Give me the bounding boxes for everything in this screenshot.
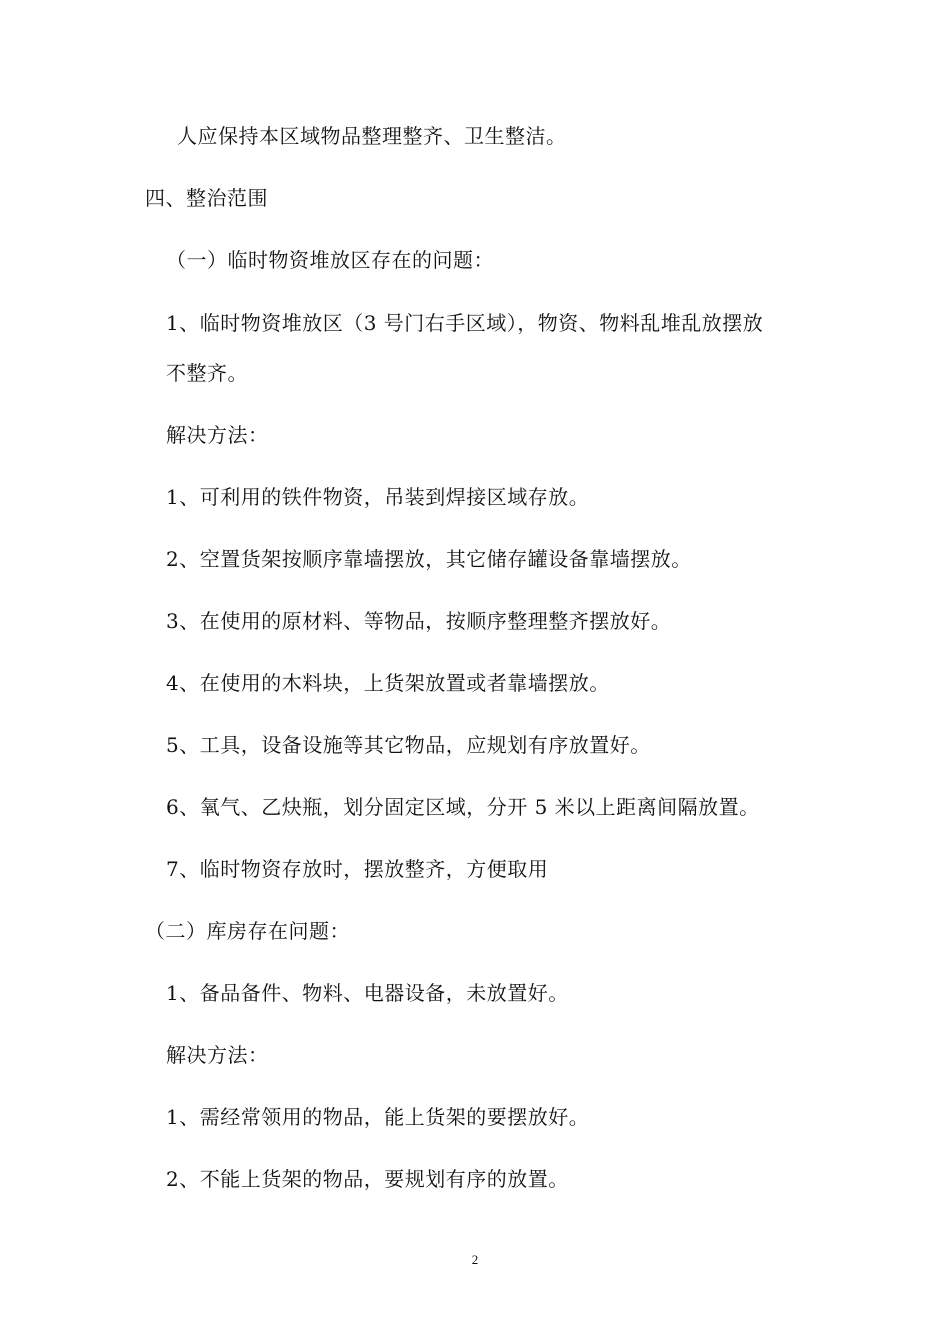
list-item: 3、在使用的原材料、等物品，按顺序整理整齐摆放好。 (166, 609, 672, 633)
subsection-heading: （一）临时物资堆放区存在的问题： (166, 248, 494, 272)
list-item: 1、备品备件、物料、电器设备，未放置好。 (166, 981, 569, 1005)
list-item: 1、需经常领用的物品，能上货架的要摆放好。 (166, 1105, 590, 1129)
list-item: 1、可利用的铁件物资，吊装到焊接区域存放。 (166, 485, 590, 509)
list-item: 2、空置货架按顺序靠墙摆放，其它储存罐设备靠墙摆放。 (166, 547, 692, 571)
text-line: 解决方法： (166, 423, 269, 447)
list-item: 4、在使用的木料块，上货架放置或者靠墙摆放。 (166, 671, 610, 695)
text-line: 人应保持本区域物品整理整齐、卫生整洁。 (177, 124, 567, 148)
subsection-heading: （二）库房存在问题： (145, 919, 350, 943)
list-item: 6、氧气、乙炔瓶，划分固定区域，分开 5 米以上距离间隔放置。 (166, 795, 760, 819)
list-item: 2、不能上货架的物品，要规划有序的放置。 (166, 1167, 569, 1191)
page-number: 2 (471, 1252, 479, 1267)
text-line: 不整齐。 (166, 361, 248, 385)
section-heading: 四、整治范围 (145, 186, 268, 210)
list-item: 5、工具，设备设施等其它物品，应规划有序放置好。 (166, 733, 651, 757)
text-line: 解决方法： (166, 1043, 269, 1067)
list-item: 7、临时物资存放时，摆放整齐，方便取用 (166, 857, 549, 881)
text-line: 1、临时物资堆放区（3 号门右手区域），物资、物料乱堆乱放摆放 (166, 311, 764, 335)
